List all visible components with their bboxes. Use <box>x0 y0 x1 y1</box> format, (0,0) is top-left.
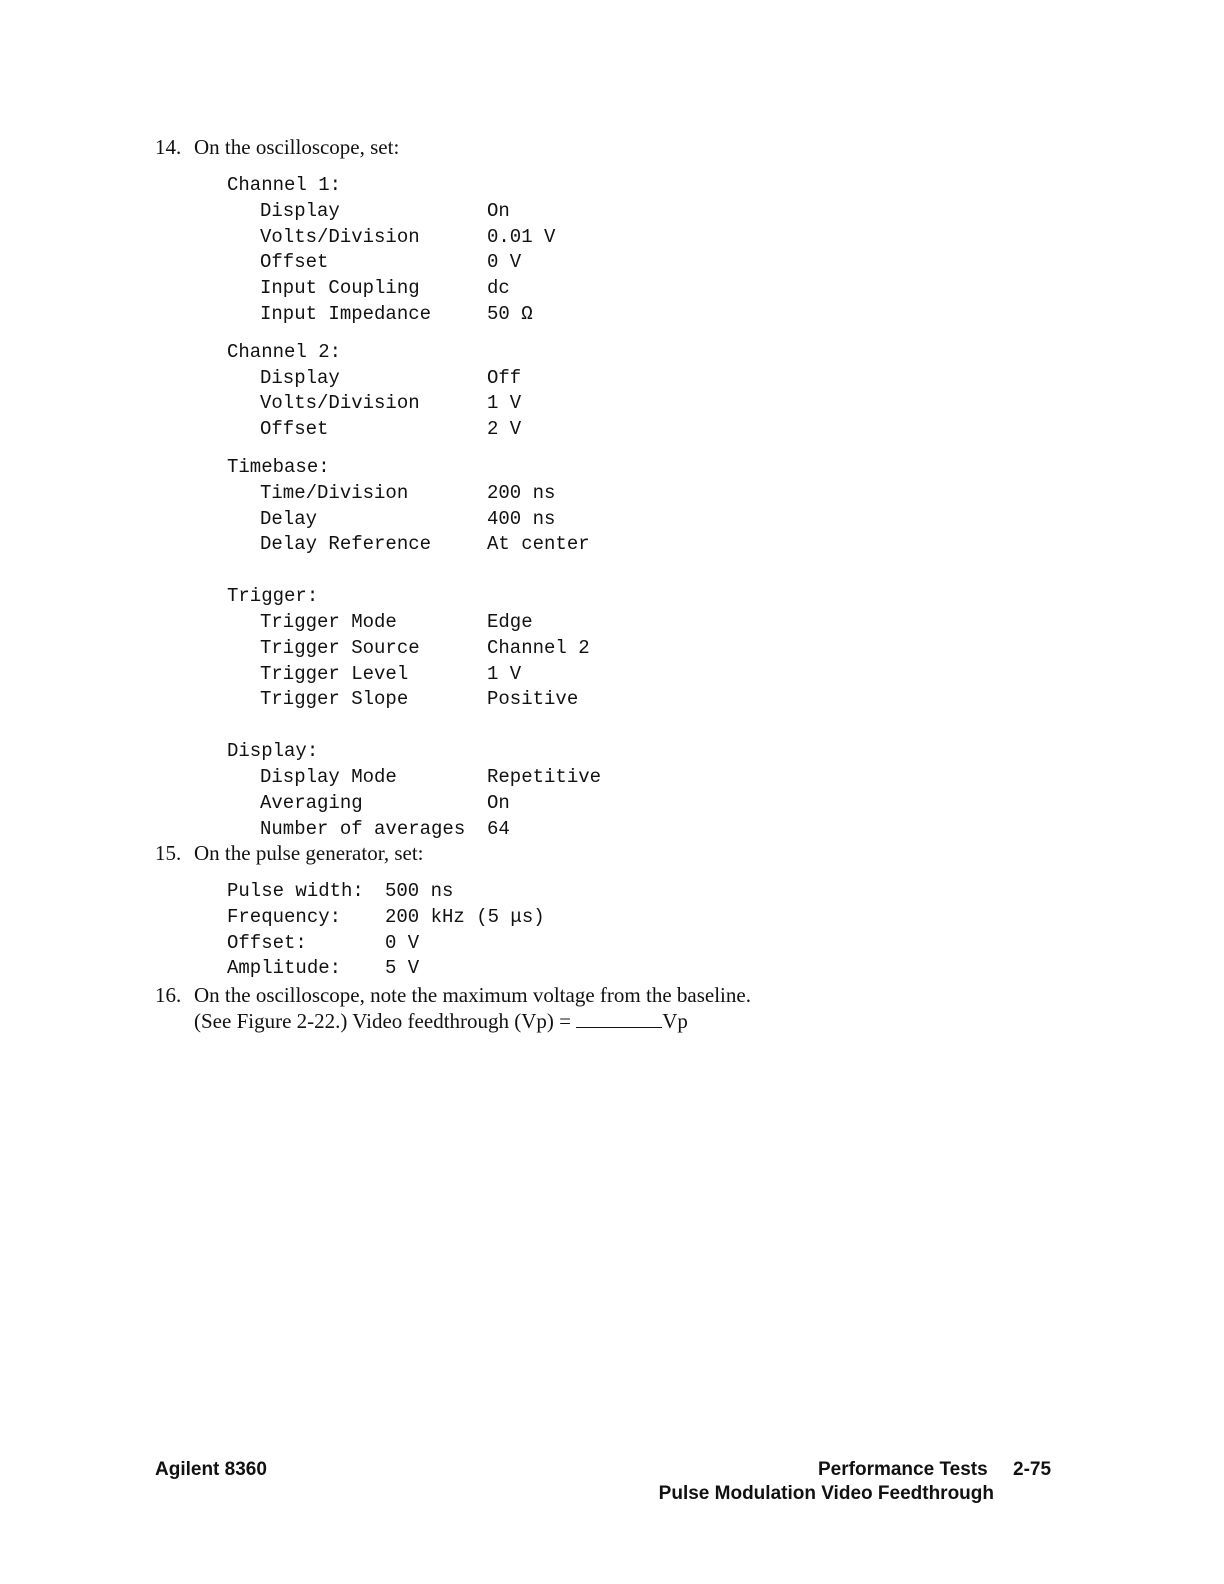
setting-name: Delay Reference <box>260 533 432 556</box>
group-channel-1 <box>227 173 556 328</box>
setting-row <box>227 791 510 817</box>
setting-name: Pulse width: <box>227 880 364 902</box>
setting-name: Offset <box>260 418 329 441</box>
footer-page-number: 2-75 <box>1013 1459 1052 1480</box>
group-timebase <box>227 455 590 558</box>
footer-subsection-title: Pulse Modulation Video Feedthrough <box>658 1483 994 1504</box>
setting-name: Volts/Division <box>260 392 420 415</box>
step-text: On the pulse generator, set: <box>194 841 424 865</box>
setting-row <box>227 417 522 443</box>
setting-name: Input Impedance <box>260 302 432 325</box>
setting-name: Frequency: <box>227 905 342 928</box>
setting-value: Channel 2 <box>487 636 590 659</box>
step-text: On the oscilloscope, note the maximum voltage from the baseline. <box>194 983 751 1007</box>
group-title: Timebase: <box>227 455 330 478</box>
setting-name: Offset <box>260 251 329 274</box>
setting-name: Input Coupling <box>260 277 420 300</box>
setting-row <box>227 250 522 276</box>
group-channel-2 <box>227 340 522 443</box>
setting-value: 1 V <box>487 662 522 685</box>
setting-row <box>227 687 579 713</box>
setting-value: 50 Ω <box>487 302 533 325</box>
setting-value: Repetitive <box>487 765 602 788</box>
group-title: Display: <box>227 740 319 763</box>
footer-section-title: Performance Tests <box>818 1459 988 1480</box>
step-text-continued: (See Figure 2-22.) Video feedthrough (Vp) = <box>194 1009 572 1033</box>
oscilloscope-settings <box>227 173 602 842</box>
setting-row <box>227 199 510 225</box>
setting-value: 200 ns <box>487 481 556 504</box>
setting-value: 400 ns <box>487 507 556 530</box>
step-16 <box>155 982 751 1034</box>
setting-name: Trigger Slope <box>260 688 409 711</box>
setting-name: Display <box>260 199 340 222</box>
setting-value: 5 V <box>385 957 420 980</box>
setting-value: dc <box>487 277 510 300</box>
setting-row <box>227 391 522 417</box>
group-trigger <box>227 584 590 713</box>
setting-name: Trigger Source <box>260 636 420 659</box>
group-title: Trigger: <box>227 585 319 608</box>
unit-label: Vp <box>662 1009 688 1033</box>
setting-name: Trigger Level <box>260 662 409 685</box>
setting-name: Display Mode <box>260 765 397 788</box>
setting-row <box>227 532 590 558</box>
setting-value: 2 V <box>487 418 522 441</box>
setting-row <box>227 662 522 688</box>
step-number: 14. <box>155 135 182 159</box>
setting-value: 0 V <box>487 251 522 274</box>
setting-row <box>227 481 556 507</box>
setting-name: Averaging <box>260 791 363 814</box>
setting-name: Amplitude: <box>227 957 342 980</box>
setting-row <box>227 276 510 302</box>
step-15 <box>155 840 424 866</box>
setting-name: Delay <box>260 507 318 530</box>
setting-name: Trigger Mode <box>260 610 397 633</box>
setting-row <box>227 610 533 636</box>
setting-row <box>227 817 510 843</box>
setting-value: 0.01 V <box>487 225 556 248</box>
setting-value: On <box>487 791 510 814</box>
setting-row <box>227 366 522 392</box>
setting-value: Positive <box>487 688 579 711</box>
footer-product: Agilent 8360 <box>155 1459 267 1480</box>
setting-row <box>227 765 602 791</box>
fill-in-blank[interactable] <box>576 1009 662 1028</box>
group-title: Channel 1: <box>227 174 342 196</box>
setting-value: 200 kHz (5 μs) <box>385 905 545 928</box>
setting-name: Offset: <box>227 931 307 954</box>
setting-value: 500 ns <box>385 880 454 902</box>
group-title: Channel 2: <box>227 340 342 363</box>
setting-row <box>227 225 556 251</box>
setting-value: On <box>487 199 510 222</box>
setting-row <box>227 302 533 328</box>
setting-name: Number of averages <box>260 817 466 840</box>
setting-value: Edge <box>487 610 533 633</box>
setting-value: Off <box>487 366 522 389</box>
setting-value: 64 <box>487 817 510 840</box>
setting-row <box>227 636 590 662</box>
setting-value: At center <box>487 533 590 556</box>
setting-name: Volts/Division <box>260 225 420 248</box>
setting-row <box>227 507 556 533</box>
step-number: 15. <box>155 841 182 865</box>
step-text: On the oscilloscope, set: <box>194 135 400 159</box>
setting-name: Display <box>260 366 340 389</box>
group-display <box>227 739 602 842</box>
step-number: 16. <box>155 983 182 1007</box>
setting-value: 1 V <box>487 392 522 415</box>
setting-value: 0 V <box>385 931 420 954</box>
step-14 <box>155 134 399 160</box>
setting-name: Time/Division <box>260 481 409 504</box>
